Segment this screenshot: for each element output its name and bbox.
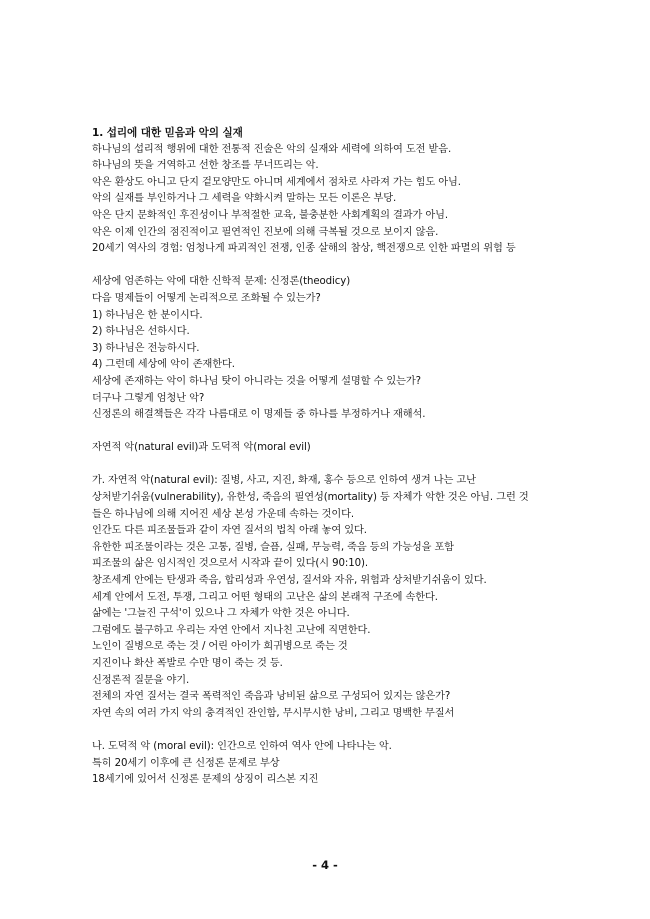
paragraph-moral-evil: [92, 739, 562, 789]
text-line: 2) 하나님은 선하시다.: [92, 326, 190, 338]
text-line: 하나님의 섭리적 행위에 대한 전통적 진술은 악의 실재와 세력에 의하여 도전 받음.: [92, 143, 452, 155]
text-line: 노인이 질병으로 죽는 것 / 어린 아이가 희귀병으로 죽는 것: [92, 641, 348, 653]
text-line: 인간도 다른 피조물들과 같이 자연 질서의 법칙 아래 놓여 있다.: [92, 525, 367, 537]
text-line: 들은 하나님에 의해 지어진 세상 본성 가운데 속하는 것이다.: [92, 508, 355, 520]
text-line: 악은 단지 문화적인 후진성이나 부적절한 교육, 불충분한 사회계획의 결과가 아님.: [92, 209, 448, 221]
text-line: 그럼에도 불구하고 우리는 자연 안에서 지나친 고난에 직면한다.: [92, 624, 371, 636]
blank-line: [92, 258, 562, 275]
text-line: 세상에 존재하는 악이 하나님 탓이 아니라는 것을 어떻게 설명할 수 있는가?: [92, 375, 421, 387]
text-line: 특히 20세기 이후에 큰 신정론 문제로 부상: [92, 757, 280, 769]
text-line: 1) 하나님은 한 분이시다.: [92, 309, 203, 321]
blank-line: [92, 424, 562, 441]
section-heading: 1. 섭리에 대한 믿음과 악의 실재: [92, 127, 243, 139]
text-line: 악은 환상도 아니고 단지 겉모양만도 아니며 세계에서 점차로 사라져 가는 힘도 아님.: [92, 176, 461, 188]
text-line: 하나님의 뜻을 거역하고 선한 창조를 무너뜨리는 악.: [92, 160, 319, 172]
text-line: 자연적 악(natural evil)과 도덕적 악(moral evil): [92, 442, 311, 454]
paragraph-providence-and-evil: [92, 142, 562, 258]
text-line: 나. 도덕적 악 (moral evil): 인간으로 인하여 역사 안에 나타나는 악.: [92, 740, 392, 752]
text-line: 신정론의 해결책들은 각각 나름대로 이 명제들 중 하나를 부정하거나 재해석.: [92, 409, 426, 421]
text-line: 창조세계 안에는 탄생과 죽음, 합리성과 우연성, 질서와 자유, 위험과 상처받기쉬움이 있다.: [92, 575, 487, 587]
page-number: - 4 -: [312, 858, 338, 872]
text-line: 세계 안에서 도전, 투쟁, 그리고 어떤 형태의 고난은 삶의 본래적 구조에 속한다.: [92, 591, 438, 603]
document-body: [92, 125, 562, 789]
text-line: 악은 이제 인간의 점진적이고 필연적인 진보에 의해 극복될 것으로 보이지 않음.: [92, 226, 439, 238]
text-line: 더구나 그렇게 엄청난 악?: [92, 392, 205, 404]
text-line: 자연 속의 여러 가지 악의 충격적인 잔인함, 무시무시한 낭비, 그리고 명백한 무질서: [92, 707, 455, 719]
text-line: 악의 실재를 부인하거나 그 세력을 약화시켜 말하는 모든 이론은 부당.: [92, 193, 397, 205]
blank-line: [92, 722, 562, 739]
text-line: 상처받기쉬움(vulnerability), 유한성, 죽음의 필연성(mortality) 등 자체가 악한 것은 아님. 그런 것: [92, 492, 529, 504]
paragraph-theodicy: [92, 274, 562, 423]
text-line: 18세기에 있어서 신정론 문제의 상징이 리스본 지진: [92, 774, 319, 786]
text-line: 20세기 역사의 경험: 엄청나게 파괴적인 전쟁, 인종 살해의 참상, 핵전쟁으로 인한 파멸의 위험 등: [92, 243, 516, 255]
text-line: 4) 그런데 세상에 악이 존재한다.: [92, 359, 235, 371]
text-line: 세상에 엄존하는 악에 대한 신학적 문제: 신정론(theodicy): [92, 276, 351, 288]
text-line: 지진이나 화산 폭발로 수만 명이 죽는 것 등.: [92, 658, 283, 669]
paragraph-natural-evil: [92, 473, 562, 722]
text-line: 삶에는 '그늘진 구석'이 있으나 그 자체가 악한 것은 아니다.: [92, 608, 350, 620]
paragraph-evil-types: [92, 440, 562, 457]
text-line: 가. 자연적 악(natural evil): 질병, 사고, 지진, 화재, 홍수 등으로 인하여 생겨 나는 고난: [92, 475, 476, 487]
text-line: 유한한 피조물이라는 것은 고통, 질병, 슬픔, 실패, 무능력, 죽음 등의 가능성을 포함: [92, 541, 454, 553]
blank-line: [92, 457, 562, 474]
text-line: 전체의 자연 질서는 결국 폭력적인 죽음과 낭비된 삶으로 구성되어 있지는 않은가?: [92, 691, 451, 703]
text-line: 피조물의 삶은 임시적인 것으로서 시작과 끝이 있다(시 90:10).: [92, 558, 369, 570]
text-line: 다음 명제들이 어떻게 논리적으로 조화될 수 있는가?: [92, 292, 321, 304]
text-line: 3) 하나님은 전능하시다.: [92, 342, 200, 354]
text-line: 신정론적 질문을 야기.: [92, 674, 190, 686]
